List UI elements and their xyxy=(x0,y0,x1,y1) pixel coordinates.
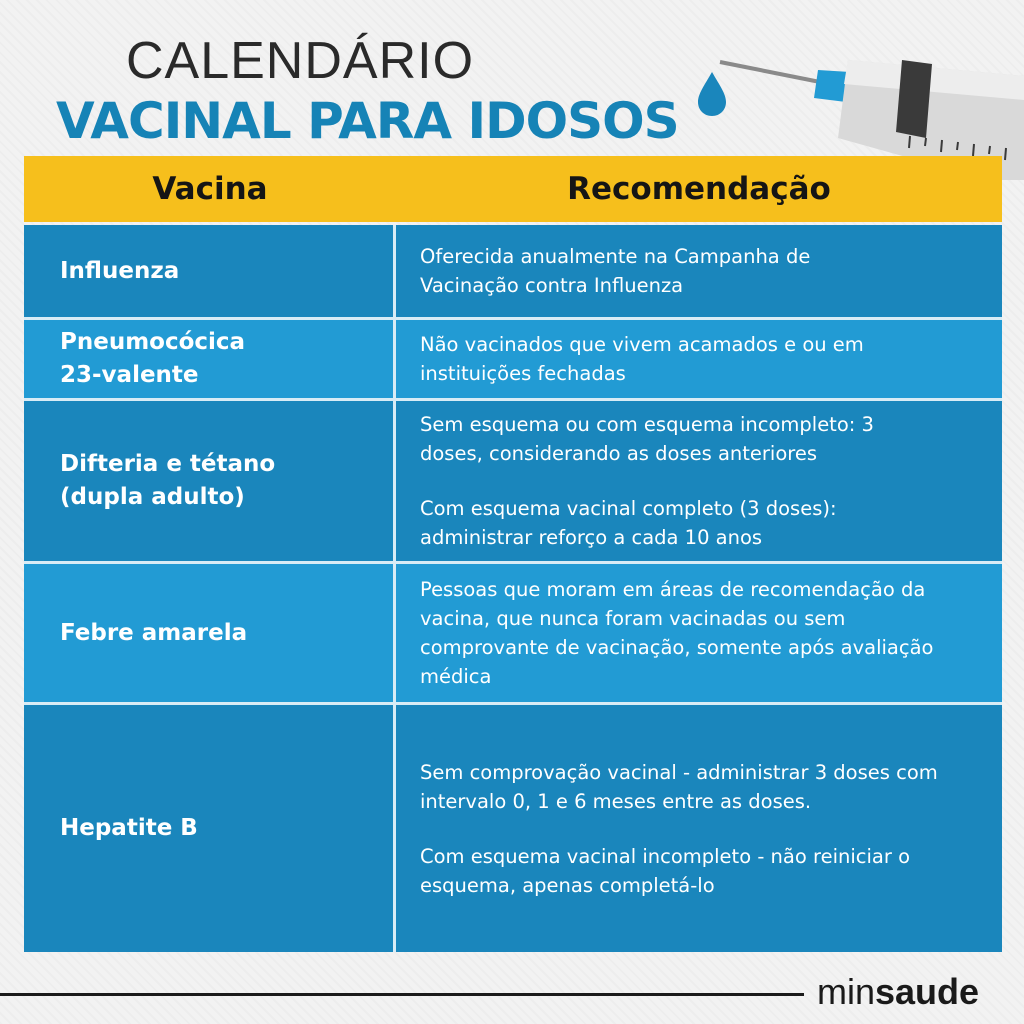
title xyxy=(30,30,730,150)
table-row xyxy=(24,320,1002,398)
vaccine-name xyxy=(24,705,396,952)
footer-divider xyxy=(0,993,804,996)
vaccine-name-line: (dupla adulto) xyxy=(60,484,245,510)
logo-suffix: saude xyxy=(875,971,980,1012)
recommendation xyxy=(396,320,1002,398)
recommendation-text: Não vacinados que vivem acamados e ou em instituições fechadas xyxy=(420,333,864,385)
vaccine-table xyxy=(24,156,1002,952)
vaccine-name xyxy=(24,564,396,702)
vaccine-name xyxy=(24,320,396,398)
recommendation-text: Pessoas que moram em áreas de recomendação da vacina, que nunca foram vacinadas ou sem comprovante de vacinação, somente após avaliação médica xyxy=(420,578,934,688)
header-vacina: Vacina xyxy=(152,171,268,207)
recommendation-text: Oferecida anualmente na Campanha de Vacinação contra Influenza xyxy=(420,245,811,297)
vaccine-name xyxy=(24,401,396,561)
vaccine-name xyxy=(24,225,396,317)
recommendation-text: Com esquema vacinal completo (3 doses): administrar reforço a cada 10 anos xyxy=(420,497,837,549)
recommendation xyxy=(396,705,1002,952)
recommendation xyxy=(396,564,1002,702)
logo-prefix: min xyxy=(817,971,876,1012)
vaccine-name-line: Hepatite B xyxy=(60,815,198,841)
title-line1: CALENDÁRIO xyxy=(125,32,475,90)
minsaude-logo xyxy=(817,970,979,1014)
table-row xyxy=(24,564,1002,702)
recommendation-text: Sem comprovação vacinal - administrar 3 doses com intervalo 0, 1 e 6 meses entre as doses. xyxy=(420,760,938,813)
header-recomendacao: Recomendação xyxy=(567,171,831,207)
table-row xyxy=(24,401,1002,561)
title-line2: VACINAL PARA IDOSOS xyxy=(56,92,679,150)
recommendation xyxy=(396,401,1002,561)
table-row xyxy=(24,705,1002,952)
vaccine-name-line: Influenza xyxy=(60,257,180,284)
recommendation xyxy=(396,225,1002,317)
table-header xyxy=(24,156,1002,222)
recommendation-text: Com esquema vacinal incompleto - não reiniciar o esquema, apenas completá-lo xyxy=(420,844,911,897)
vaccine-name-line: Pneumocócica xyxy=(60,329,246,355)
vaccine-name-line: Febre amarela xyxy=(60,619,248,646)
table-row xyxy=(24,225,1002,317)
recommendation-text: Sem esquema ou com esquema incompleto: 3 doses, considerando as doses anteriores xyxy=(420,413,874,465)
vaccine-name-line: 23-valente xyxy=(60,362,199,388)
vaccine-name-line: Difteria e tétano xyxy=(60,451,276,477)
